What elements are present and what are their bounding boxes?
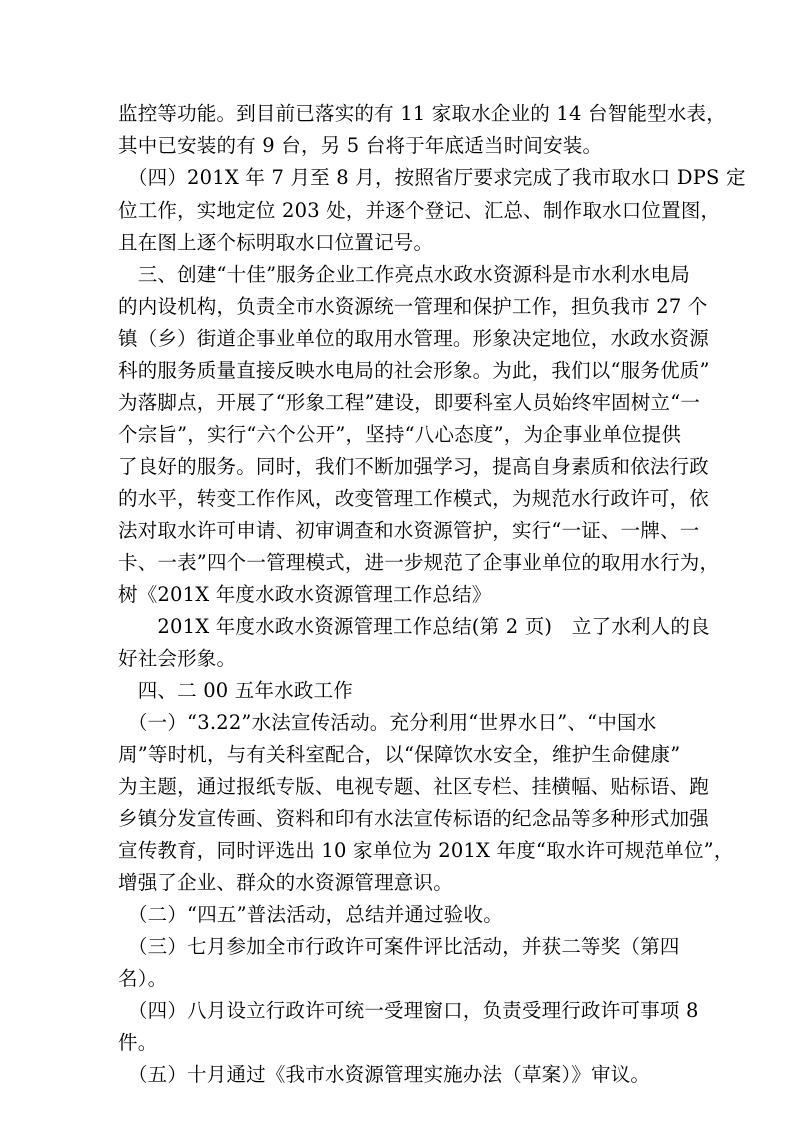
text-line: 镇（乡）街道企事业单位的取用水管理。形象决定地位，水政水资源	[118, 327, 710, 350]
text-line: 增强了企业、群众的水资源管理意识。	[118, 871, 453, 894]
text-line: 件。	[118, 1031, 158, 1054]
text-line: 位工作，实地定位 203 处，并逐个登记、汇总、制作取水口位置图，	[118, 199, 721, 222]
text-line: 树《201X 年度水政水资源管理工作总结》	[118, 583, 492, 606]
text-line: 了良好的服务。同时，我们不断加强学习，提高自身素质和依法行政	[118, 455, 710, 478]
text-line: （一）“3.22”水法宣传活动。充分利用“世界水日”、“中国水	[118, 711, 657, 734]
text-line: 为落脚点，开展了“形象工程”建设，即要科室人员始终牢固树立“一	[118, 391, 701, 414]
text-line: 201X 年度水政水资源管理工作总结(第 2 页) 立了水利人的良	[118, 615, 710, 638]
text-line: 四、二 00 五年水政工作	[118, 679, 354, 702]
text-line: 法对取水许可申请、初审调查和水资源管护，实行“一证、一牌、一	[118, 519, 700, 542]
text-line: 卡、一表”四个一管理模式，进一步规范了企事业单位的取用水行为，	[118, 551, 720, 574]
text-line: 三、创建“十佳”服务企业工作亮点水政水资源科是市水利水电局	[118, 263, 690, 286]
text-line: 周”等时机，与有关科室配合，以“保障饮水安全，维护生命健康”	[118, 743, 681, 766]
text-line: （三）七月参加全市行政许可案件评比活动，并获二等奖（第四	[118, 935, 680, 958]
text-line: （四）八月设立行政许可统一受理窗口，负责受理行政许可事项 8	[118, 999, 699, 1022]
text-line: 其中已安装的有 9 台，另 5 台将于年底适当时间安装。	[118, 134, 603, 157]
text-line: 宣传教育，同时评选出 10 家单位为 201X 年度“取水许可规范单位”，	[118, 839, 734, 862]
text-line: 乡镇分发宣传画、资料和印有水法宣传标语的纪念品等多种形式加强	[118, 807, 710, 830]
text-line: （二）“四五”普法活动，总结并通过验收。	[118, 903, 503, 926]
text-line: 科的服务质量直接反映水电局的社会形象。为此，我们以“服务优质”	[118, 359, 710, 382]
text-line: 好社会形象。	[118, 647, 237, 670]
text-line: 的内设机构，负责全市水资源统一管理和保护工作，担负我市 27 个	[118, 295, 708, 318]
text-line: 且在图上逐个标明取水口位置记号。	[118, 231, 434, 254]
text-line: 监控等功能。到目前已落实的有 11 家取水企业的 14 台智能型水表，	[118, 102, 726, 125]
text-line: （四）201X 年 7 月至 8 月，按照省厅要求完成了我市取水口 DPS 定	[118, 166, 746, 189]
text-line: 个宗旨”，实行“六个公开”，坚持“八心态度”，为企事业单位提供	[118, 423, 682, 446]
text-line: 为主题，通过报纸专版、电视专题、社区专栏、挂横幅、贴标语、跑	[118, 775, 710, 798]
text-line: 名）。	[118, 967, 168, 990]
text-line: 的水平，转变工作作风，改变管理工作模式，为规范水行政许可，依	[118, 487, 710, 510]
text-line: （五）十月通过《我市水资源管理实施办法（草案）》审议。	[118, 1063, 651, 1086]
